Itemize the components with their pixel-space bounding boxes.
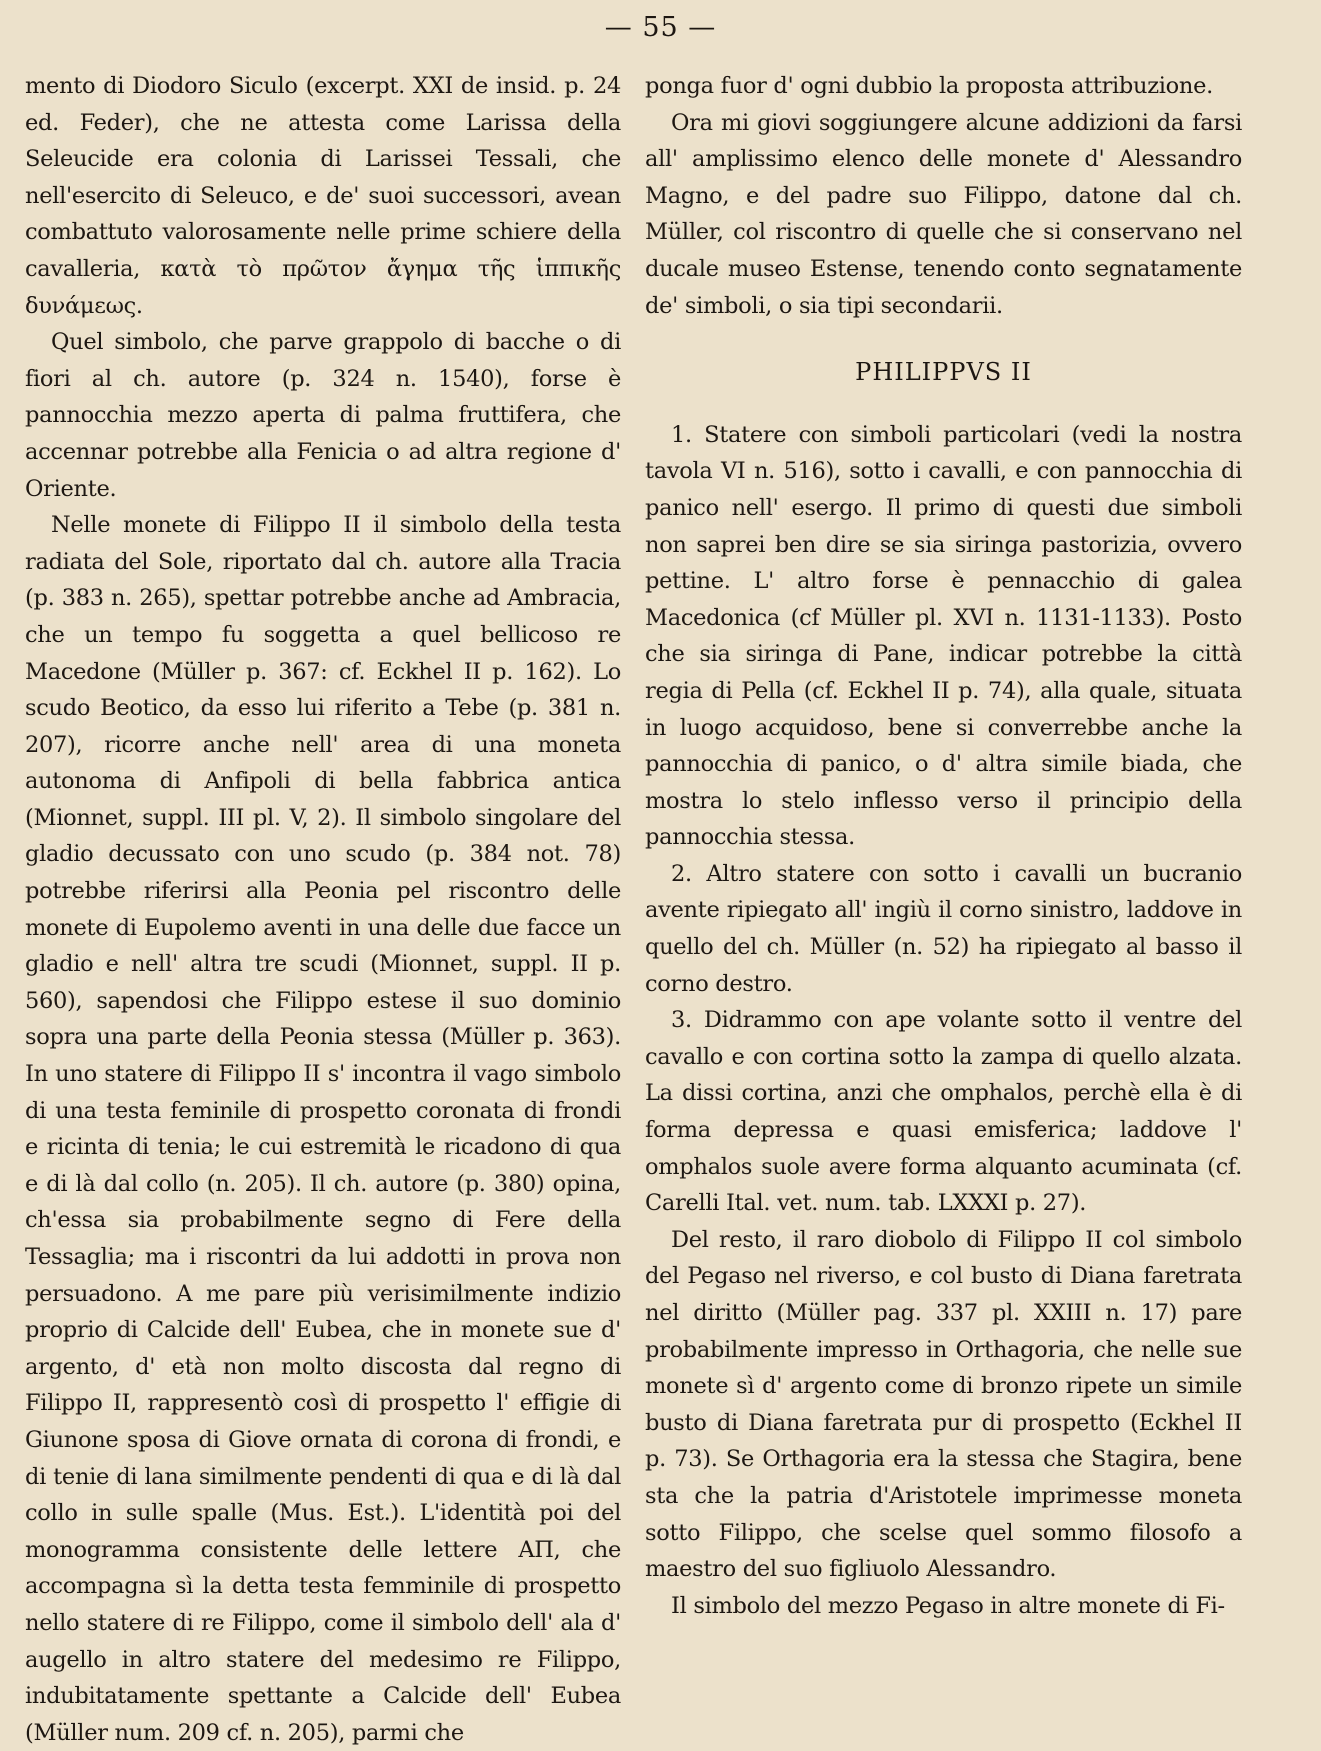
left-column	[25, 68, 621, 1751]
section-heading: PHILIPPVS II	[855, 358, 1032, 387]
paragraph: Il simbolo del mezzo Pegaso in altre monete di Fi-	[671, 1592, 1225, 1619]
paragraph: Ora mi giovi soggiungere alcune addizioni da farsi all' amplissimo elenco delle monete d' Alessandro Magno, e del padre suo Filippo, datone dal ch. Müller, col riscontro di quelle che si conservano nel ducale museo Estense, tenendo conto segnatamente de' simboli, o sia tipi secondarii.	[645, 109, 1242, 319]
right-column	[645, 68, 1242, 1624]
paragraph: mento di Diodoro Siculo (excerpt. XXI de insid. p. 24 ed. Feder), che ne attesta come Larissa della Seleucide era colonia di Larissei Tessali, che nell'esercito di Seleuco, e de' suoi successori, avean combattuto valorosamente nelle prime schiere della cavalleria, κατὰ τὸ πρῶτον ἄγημα τῆς ἱππικῆς δυνάμεως.	[25, 73, 621, 319]
paragraph: Nelle monete di Filippo II il simbolo della testa radiata del Sole, riportato dal ch. autore alla Tracia (p. 383 n. 265), spettar potrebbe anche ad Ambracia, che un tempo fu soggetta a quel bellicoso re Macedone (Müller p. 367: cf. Eckhel II p. 162). Lo scudo Beotico, da esso lui riferito a Tebe (p. 381 n. 207), ricorre anche nell' area di una moneta autonoma di Anfipoli di bella fabbrica antica (Mionnet, suppl. III pl. V, 2). Il simbolo singolare del gladio decussato con uno scudo (p. 384 not. 78) potrebbe riferirsi alla Peonia pel riscontro delle monete di Eupolemo aventi in una delle due facce un gladio e nell' altra tre scudi (Mionnet, suppl. II p. 560), sapendosi che Filippo estese il suo dominio sopra una parte della Peonia stessa (Müller p. 363). In uno statere di Filippo II s' incontra il vago simbolo di una testa feminile di prospetto coronata di frondi e ricinta di tenia; le cui estremità le ricadono di qua e di là dal collo (n. 205). Il ch. autore (p. 380) opina, ch'essa sia probabilmente segno di Fere della Tessaglia; ma i riscontri da lui addotti in prova non persuadono. A me pare più verisimilmente indizio proprio di Calcide dell' Eubea, che in monete sue d' argento, d' età non molto discosta dal regno di Filippo II, rappresentò così di prospetto l' effigie di Giunone sposa di Giove ornata di corona di frondi, e di tenie di lana similmente pendenti di qua e di là dal collo in sulle spalle (Mus. Est.). L'identità poi del monogramma consistente delle lettere AΠ, che accompagna sì la detta testa femminile di prospetto nello statere di re Filippo, come il simbolo dell' ala d' augello in altro statere del medesimo re Filippo, indubitatamente spettante a Calcide dell' Eubea (Müller num. 209 cf. n. 205), parmi che	[25, 512, 621, 1746]
paragraph: Quel simbolo, che parve grappolo di bacche o di fiori al ch. autore (p. 324 n. 1540), forse è pannocchia mezzo aperta di palma fruttifera, che accennar potrebbe alla Fenicia o ad altra regione d' Oriente.	[25, 329, 621, 502]
paragraph: 2. Altro statere con sotto i cavalli un bucranio avente ripiegato all' ingiù il corno sinistro, laddove in quello del ch. Müller (n. 52) ha ripiegato al basso il corno destro.	[645, 860, 1242, 997]
paragraph: 3. Didrammo con ape volante sotto il ventre del cavallo e con cortina sotto la zampa di quello alzata. La dissi cortina, anzi che omphalos, perchè ella è di forma depressa e quasi emisferica; laddove l' omphalos suole avere forma alquanto acuminata (cf. Carelli Ital. vet. num. tab. LXXXI p. 27).	[645, 1007, 1242, 1217]
paragraph: Del resto, il raro diobolo di Filippo II col simbolo del Pegaso nel riverso, e col busto di Diana faretrata nel diritto (Müller pag. 337 pl. XXIII n. 17) pare probabilmente impresso in Orthagoria, che nelle sue monete sì d' argento come di bronzo ripete un simile busto di Diana faretrata pur di prospetto (Eckhel II p. 73). Se Orthagoria era la stessa che Stagira, bene sta che la patria d'Aristotele imprimesse moneta sotto Filippo, che scelse quel sommo filosofo a maestro del suo figliuolo Alessandro.	[645, 1226, 1242, 1583]
paragraph: ponga fuor d' ogni dubbio la proposta attribuzione.	[645, 73, 1213, 99]
paragraph: 1. Statere con simboli particolari (vedi la nostra tavola VI n. 516), sotto i cavalli, e con pannocchia di panico nell' esergo. Il primo di questi due simboli non saprei ben dire se sia siringa pastorizia, ovvero pettine. L' altro forse è pennacchio di galea Macedonica (cf Müller pl. XVI n. 1131-1133). Posto che sia siringa di Pane, indicar potrebbe la città regia di Pella (cf. Eckhel II p. 74), alla quale, situata in luogo acquidoso, bene si converrebbe anche la pannocchia di panico, o d' altra simile biada, che mostra lo stelo inflesso verso il principio della pannocchia stessa.	[645, 421, 1242, 851]
page-number: — 55 —	[604, 12, 717, 43]
